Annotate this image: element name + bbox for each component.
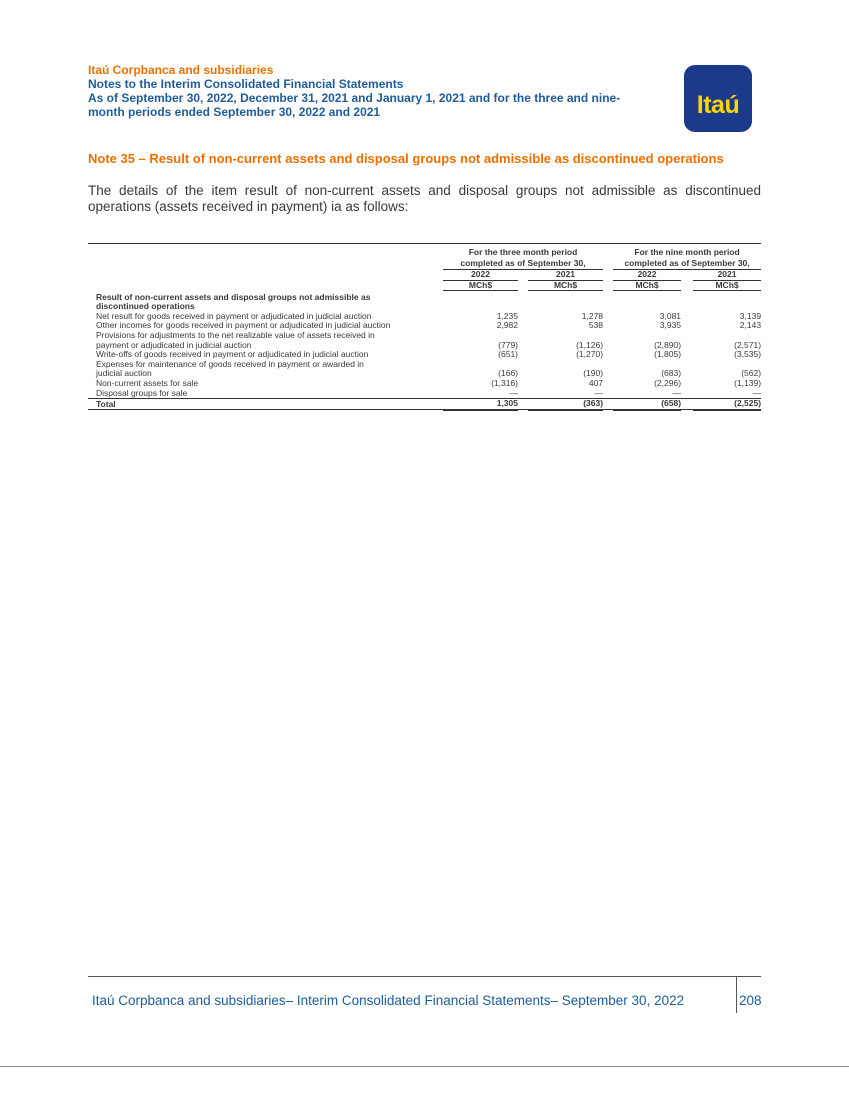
page-bottom-rule bbox=[0, 1066, 849, 1067]
cell-value: 3,935 bbox=[659, 320, 682, 331]
cell-value: — bbox=[752, 387, 762, 398]
cell-value: (683) bbox=[661, 368, 682, 379]
year-header: 2022 bbox=[613, 270, 681, 281]
three-month-header-line-2: completed as of September 30, bbox=[460, 258, 586, 268]
total-value: (363) bbox=[528, 399, 603, 410]
table-row bbox=[88, 360, 761, 379]
total-value: (658) bbox=[613, 399, 681, 410]
cell-value: 538 bbox=[588, 320, 604, 331]
table-row bbox=[88, 331, 761, 350]
row-label: Net result for goods received in payment or adjudicated in judicial auction bbox=[96, 310, 372, 321]
row-label: Disposal groups for sale bbox=[96, 387, 188, 398]
total-value: (2,525) bbox=[693, 399, 761, 410]
section-header-line-2: discontinued operations bbox=[96, 301, 195, 312]
logo-text: Itaú bbox=[696, 91, 740, 119]
row-label: Provisions for adjustments to the net realizable value of assets received in bbox=[96, 330, 375, 341]
cell-value: (2,296) bbox=[654, 378, 682, 389]
section-header-line-1: Result of non-current assets and disposal groups not admissible as bbox=[96, 291, 371, 302]
cell-value: — bbox=[509, 387, 518, 398]
cell-value: — bbox=[672, 387, 682, 398]
page-header bbox=[88, 63, 668, 119]
cell-value: (2,571) bbox=[734, 339, 762, 350]
cell-value: (1,270) bbox=[576, 349, 604, 360]
header-line-1: Notes to the Interim Consolidated Financial Statements bbox=[88, 77, 404, 91]
cell-value: (3,535) bbox=[734, 349, 762, 360]
year-header: 2022 bbox=[443, 270, 518, 281]
total-label: Total bbox=[88, 399, 443, 410]
cell-value: (651) bbox=[498, 349, 518, 360]
unit-header: MCh$ bbox=[613, 280, 681, 291]
nine-month-header-line-2: completed as of September 30, bbox=[624, 258, 750, 268]
unit-header-row bbox=[88, 280, 761, 291]
unit-header: MCh$ bbox=[443, 280, 518, 291]
cell-value: — bbox=[594, 387, 604, 398]
unit-header: MCh$ bbox=[693, 280, 761, 291]
footer-divider bbox=[88, 976, 761, 977]
cell-value: 1,235 bbox=[496, 310, 518, 321]
three-month-header-line-1: For the three month period bbox=[468, 247, 578, 257]
note-title: Note 35 – Result of non-current assets and disposal groups not admissible as discontinued operations bbox=[88, 151, 724, 166]
cell-value: (166) bbox=[498, 368, 518, 379]
unit-header: MCh$ bbox=[528, 280, 603, 291]
row-label: Expenses for maintenance of goods received in payment or awarded in bbox=[96, 358, 364, 369]
table-row bbox=[88, 389, 761, 399]
period-header-row bbox=[88, 244, 761, 270]
cell-value: (1,805) bbox=[654, 349, 682, 360]
cell-value: (190) bbox=[583, 368, 604, 379]
row-label: Write-offs of goods received in payment or adjudicated in judicial auction bbox=[96, 349, 369, 360]
footer-text: Itaú Corpbanca and subsidiaries– Interim Consolidated Financial Statements– September 30, 2022 bbox=[92, 993, 685, 1008]
total-value: 1,305 bbox=[443, 399, 518, 410]
cell-value: (2,890) bbox=[654, 339, 682, 350]
year-header-row bbox=[88, 270, 761, 281]
header-line-3: month periods ended September 30, 2022 and 2021 bbox=[88, 105, 381, 119]
financial-table bbox=[88, 243, 761, 411]
row-label-continued: payment or adjudicated in judicial auction bbox=[96, 339, 252, 350]
cell-value: (1,126) bbox=[576, 339, 604, 350]
cell-value: (779) bbox=[498, 339, 518, 350]
row-label: Other incomes for goods received in payment or adjudicated in judicial auction bbox=[96, 320, 391, 331]
cell-value: 1,278 bbox=[581, 310, 604, 321]
cell-value: 3,081 bbox=[659, 310, 682, 321]
cell-value: (1,316) bbox=[491, 378, 518, 389]
cell-value: 407 bbox=[588, 378, 604, 389]
table-row bbox=[88, 379, 761, 389]
nine-month-header-line-1: For the nine month period bbox=[634, 247, 740, 257]
total-row bbox=[88, 399, 761, 410]
page-number: 208 bbox=[739, 993, 762, 1008]
cell-value: 2,982 bbox=[496, 320, 518, 331]
cell-value: (562) bbox=[741, 368, 762, 379]
row-label: Non-current assets for sale bbox=[96, 378, 199, 389]
note-intro: The details of the item result of non-current assets and disposal groups not admissible as discontinued operations (assets received in payment) ia as follows: bbox=[88, 183, 761, 214]
company-name: Itaú Corpbanca and subsidiaries bbox=[88, 63, 274, 77]
section-header-row bbox=[88, 291, 761, 312]
cell-value: 3,139 bbox=[739, 310, 762, 321]
row-label-continued: judicial auction bbox=[96, 368, 152, 379]
year-header: 2021 bbox=[693, 270, 761, 281]
cell-value: (1,139) bbox=[734, 378, 762, 389]
footer-vertical-divider bbox=[736, 976, 737, 1013]
year-header: 2021 bbox=[528, 270, 603, 281]
itau-logo bbox=[684, 65, 752, 132]
cell-value: 2,143 bbox=[739, 320, 762, 331]
header-line-2: As of September 30, 2022, December 31, 2021 and January 1, 2021 and for the three and nine- bbox=[88, 91, 621, 105]
